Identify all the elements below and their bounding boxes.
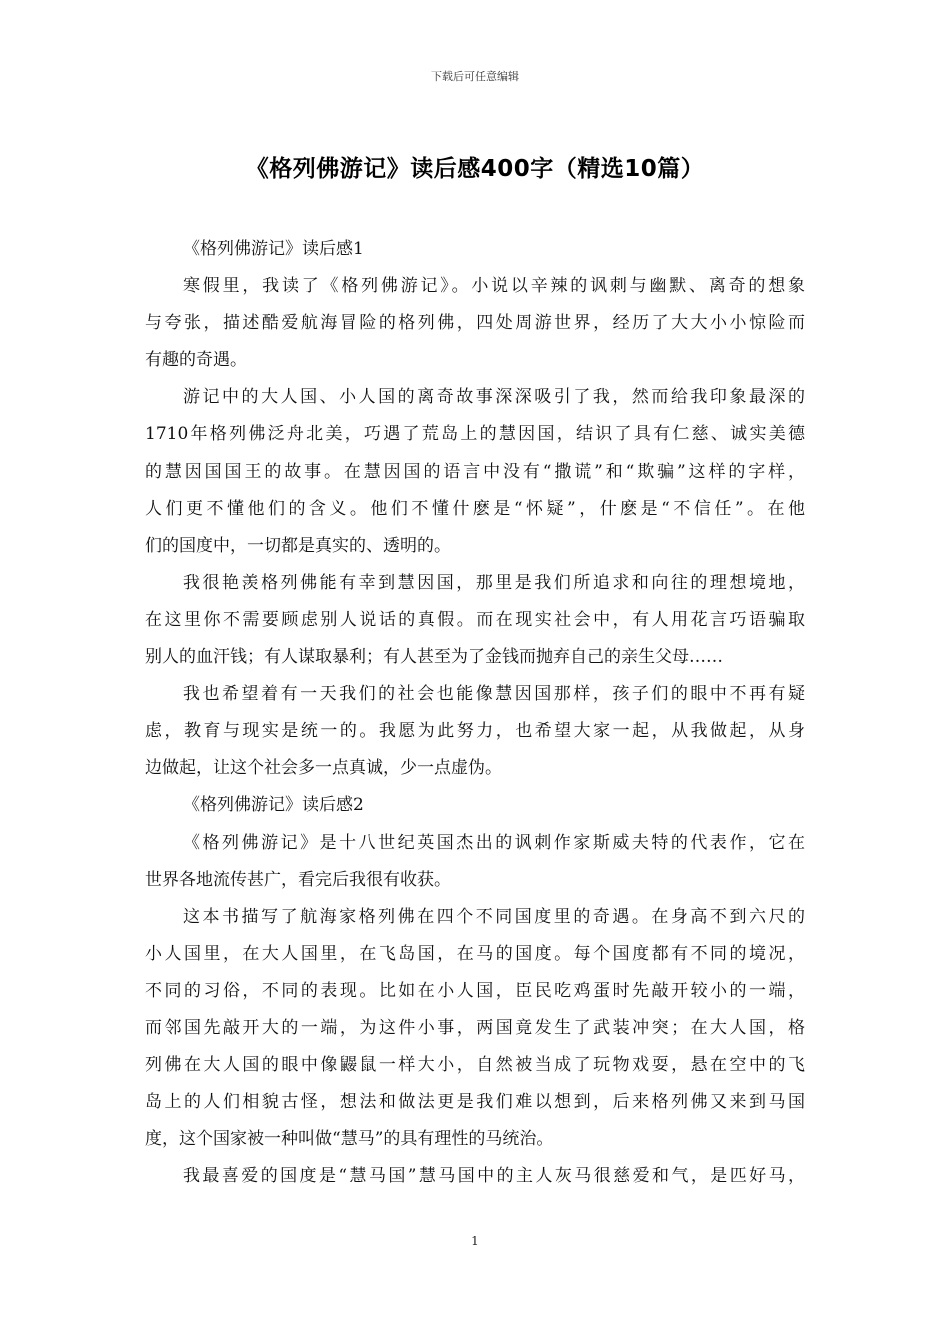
text-line: 在这里你不需要顾虑别人说话的真假。而在现实社会中，有人用花言巧语骗取: [145, 609, 805, 630]
text-line: 世界各地流传甚广，看完后我很有收获。: [145, 869, 451, 890]
document-body: [145, 231, 805, 1195]
text-line: 我也希望着有一天我们的社会也能像慧因国那样，孩子们的眼中不再有疑: [183, 684, 805, 705]
text-line: 寒假里，我读了《格列佛游记》。小说以辛辣的讽刺与幽默、离奇的想象: [183, 276, 805, 297]
text-line: 们的国度中，一切都是真实的、透明的。: [145, 535, 451, 556]
text-line: 度，这个国家被一种叫做“慧马”的具有理性的马统治。: [145, 1129, 554, 1150]
page-header: 下载后可任意编辑: [431, 70, 519, 83]
document-title: 《格列佛游记》读后感400字（精选10篇）: [245, 156, 705, 182]
text-line: 有趣的奇遇。: [145, 350, 247, 371]
text-line: 人们更不懂他们的含义。他们不懂什麽是“怀疑”，什麽是“不信任”。在他: [145, 498, 805, 519]
text-line: 《格列佛游记》读后感2: [183, 795, 364, 816]
text-line: 我很艳羡格列佛能有幸到慧因国，那里是我们所追求和向往的理想境地，: [183, 572, 805, 593]
page-number: 1: [471, 1234, 479, 1248]
text-line: 1710年格列佛泛舟北美，巧遇了荒岛上的慧因国，结识了具有仁慈、诚实美德: [145, 424, 805, 445]
text-line: 与夸张，描述酷爱航海冒险的格列佛，四处周游世界，经历了大大小小惊险而: [145, 313, 805, 334]
text-line: 这本书描写了航海家格列佛在四个不同国度里的奇遇。在身高不到六尺的: [183, 906, 805, 927]
text-line: 虑，教育与现实是统一的。我愿为此努力，也希望大家一起，从我做起，从身: [145, 721, 805, 742]
text-line: 不同的习俗，不同的表现。比如在小人国，臣民吃鸡蛋时先敲开较小的一端，: [145, 980, 805, 1001]
text-line: 列佛在大人国的眼中像鼹鼠一样大小，自然被当成了玩物戏耍，悬在空中的飞: [145, 1055, 805, 1076]
text-line: 而邻国先敲开大的一端，为这件小事，两国竟发生了武装冲突；在大人国，格: [145, 1017, 805, 1038]
text-line: 《格列佛游记》读后感1: [183, 239, 364, 259]
text-line: 我最喜爱的国度是“慧马国”慧马国中的主人灰马很慈爱和气，是匹好马，: [183, 1166, 805, 1187]
text-line: 小人国里，在大人国里，在飞岛国，在马的国度。每个国度都有不同的境况，: [145, 943, 805, 964]
text-line: 《格列佛游记》是十八世纪英国杰出的讽刺作家斯威夫特的代表作，它在: [183, 832, 805, 853]
text-line: 岛上的人们相貌古怪，想法和做法更是我们难以想到，后来格列佛又来到马国: [145, 1092, 805, 1113]
text-line: 边做起，让这个社会多一点真诚，少一点虚伪。: [145, 758, 502, 779]
text-line: 的慧因国国王的故事。在慧因国的语言中没有“撒谎”和“欺骗”这样的字样，: [145, 461, 805, 482]
text-line: 游记中的大人国、小人国的离奇故事深深吸引了我，然而给我印象最深的: [183, 387, 805, 408]
text-line: 别人的血汗钱；有人谋取暴利；有人甚至为了金钱而抛弃自己的亲生父母……: [145, 647, 723, 668]
